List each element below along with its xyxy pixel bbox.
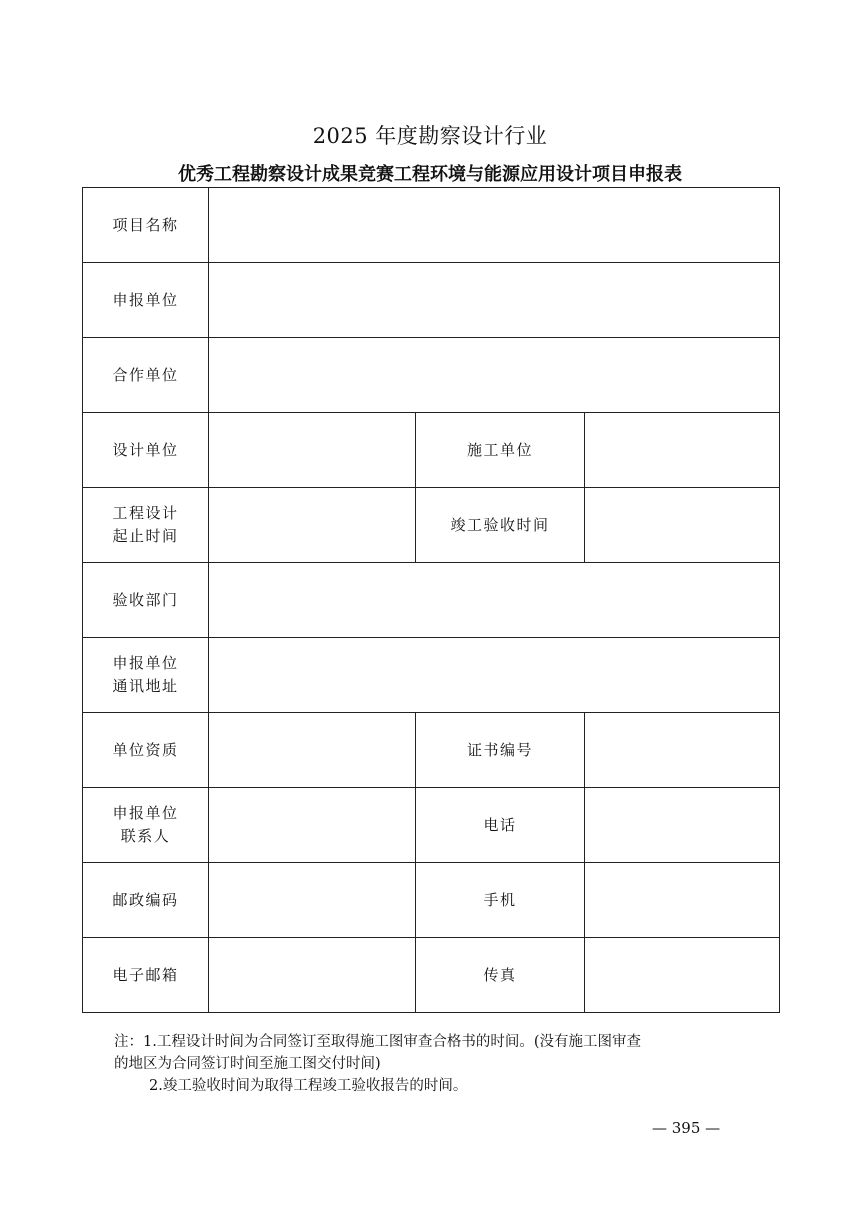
row-partner-unit (83, 338, 780, 413)
field-construction-unit[interactable] (585, 413, 780, 488)
note-line-1: 注：1.工程设计时间为合同签订至取得施工图审查合格书的时间。(没有施工图审查 (114, 1034, 641, 1050)
field-acceptance-time[interactable] (585, 488, 780, 563)
label-design-period-line-1: 工程设计 (112, 504, 179, 522)
label-qualification: 单位资质 (83, 713, 209, 788)
label-address-line-1: 申报单位 (112, 654, 179, 672)
label-construction-unit: 施工单位 (416, 413, 585, 488)
field-design-period[interactable] (209, 488, 416, 563)
label-email: 电子邮箱 (83, 938, 209, 1013)
row-email (83, 938, 780, 1013)
field-design-unit[interactable] (209, 413, 416, 488)
field-applicant-unit[interactable] (209, 263, 780, 338)
field-mobile[interactable] (585, 863, 780, 938)
field-postcode[interactable] (209, 863, 416, 938)
label-acceptance-dept: 验收部门 (83, 563, 209, 638)
row-qualification (83, 713, 780, 788)
row-design-period (83, 488, 780, 563)
row-address (83, 638, 780, 713)
field-fax[interactable] (585, 938, 780, 1013)
field-acceptance-dept[interactable] (209, 563, 780, 638)
label-phone: 电话 (416, 788, 585, 863)
row-contact (83, 788, 780, 863)
note-line-2: 的地区为合同签订时间至施工图交付时间) (114, 1056, 381, 1072)
label-acceptance-time: 竣工验收时间 (416, 488, 585, 563)
label-address-line-2: 通讯地址 (112, 677, 179, 695)
row-applicant-unit (83, 263, 780, 338)
label-contact (83, 788, 209, 863)
label-design-period (83, 488, 209, 563)
field-qualification[interactable] (209, 713, 416, 788)
label-fax: 传真 (416, 938, 585, 1013)
field-partner-unit[interactable] (209, 338, 780, 413)
label-design-period-line-2: 起止时间 (112, 527, 179, 545)
field-project-name[interactable] (209, 188, 780, 263)
label-project-name: 项目名称 (83, 188, 209, 263)
row-postcode (83, 863, 780, 938)
row-design-construction-unit (83, 413, 780, 488)
row-acceptance-dept (83, 563, 780, 638)
label-address (83, 638, 209, 713)
label-postcode: 邮政编码 (83, 863, 209, 938)
field-email[interactable] (209, 938, 416, 1013)
label-mobile: 手机 (416, 863, 585, 938)
label-applicant-unit: 申报单位 (83, 263, 209, 338)
page-number: — 395 — (652, 1119, 721, 1137)
row-project-name (83, 188, 780, 263)
label-contact-line-1: 申报单位 (112, 804, 179, 822)
label-partner-unit: 合作单位 (83, 338, 209, 413)
title-line-1: 2025 年度勘察设计行业 (312, 124, 548, 148)
label-design-unit: 设计单位 (83, 413, 209, 488)
field-certificate-no[interactable] (585, 713, 780, 788)
notes (114, 1031, 754, 1097)
field-contact[interactable] (209, 788, 416, 863)
label-contact-line-2: 联系人 (120, 827, 171, 845)
note-line-3: 2.竣工验收时间为取得工程竣工验收报告的时间。 (149, 1078, 468, 1094)
title-line-2: 优秀工程勘察设计成果竞赛工程环境与能源应用设计项目申报表 (178, 164, 682, 185)
field-address[interactable] (209, 638, 780, 713)
application-form-table (82, 187, 780, 1013)
label-certificate-no: 证书编号 (416, 713, 585, 788)
field-phone[interactable] (585, 788, 780, 863)
